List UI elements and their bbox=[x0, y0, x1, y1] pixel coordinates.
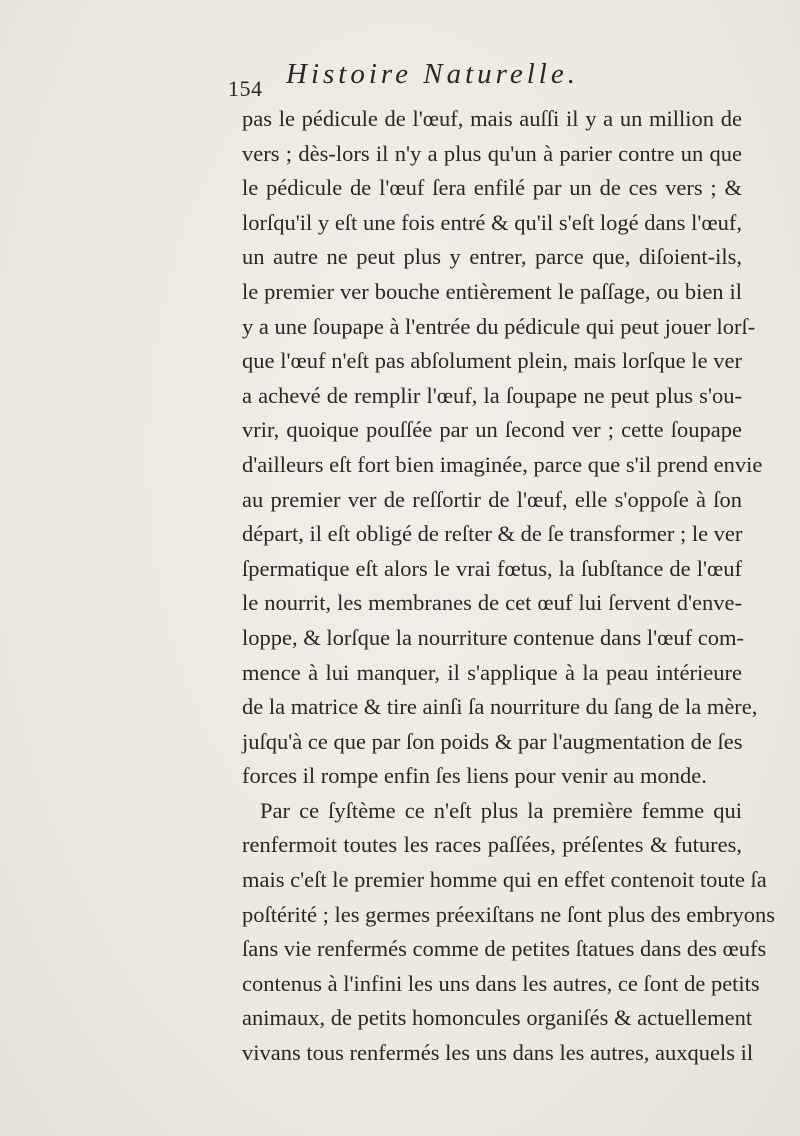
text-line: départ, il eſt obligé de reſter & de ſe transformer ; le ver bbox=[242, 521, 743, 547]
paragraph-start-line: Par ce ſyſtème ce n'eſt plus la première femme qui bbox=[260, 797, 742, 823]
page-header bbox=[228, 58, 678, 102]
page-number: 154 bbox=[228, 76, 263, 101]
text-line: ſpermatique eſt alors le vrai fœtus, la ſubſtance de l'œuf bbox=[242, 555, 742, 581]
text-line: mais c'eſt le premier homme qui en effet contenoit toute ſa bbox=[242, 867, 767, 893]
text-line: contenus à l'infini les uns dans les autres, ce ſont de petits bbox=[242, 970, 760, 996]
running-title: Histoire Naturelle. bbox=[286, 58, 579, 90]
text-line: un autre ne peut plus y entrer, parce que, diſoient-ils, bbox=[242, 244, 742, 270]
text-line: mence à lui manquer, il s'applique à la peau intérieure bbox=[242, 659, 742, 685]
text-line: loppe, & lorſque la nourriture contenue dans l'œuf com- bbox=[242, 624, 745, 650]
text-line: de la matrice & tire ainſi ſa nourriture du ſang de la mère, bbox=[242, 694, 758, 720]
text-line: a achevé de remplir l'œuf, la ſoupape ne peut plus s'ou- bbox=[242, 382, 742, 408]
text-line: pas le pédicule de l'œuf, mais auſſi il y a un million de bbox=[242, 106, 742, 131]
text-line: le nourrit, les membranes de cet œuf lui ſervent d'enve- bbox=[242, 590, 742, 616]
text-line: d'ailleurs eſt fort bien imaginée, parce que s'il prend envie bbox=[242, 451, 763, 477]
text-line: poſtérité ; les germes préexiſtans ne ſont plus des embryons bbox=[242, 901, 776, 927]
text-line: vrir, quoique pouſſée par un ſecond ver ; cette ſoupape bbox=[242, 417, 742, 443]
text-line: lorſqu'il y eſt une fois entré & qu'il s'eſt logé dans l'œuf, bbox=[242, 209, 742, 235]
text-line: vivans tous renfermés les uns dans les autres, auxquels il bbox=[242, 1040, 754, 1066]
text-line: le pédicule de l'œuf ſera enfilé par un de ces vers ; & bbox=[242, 175, 742, 201]
text-line: juſqu'à ce que par ſon poids & par l'augmentation de ſes bbox=[242, 728, 743, 754]
body-text bbox=[242, 102, 776, 1071]
text-line: ſans vie renfermés comme de petites ſtatues dans des œufs bbox=[242, 936, 767, 962]
text-line: y a une ſoupape à l'entrée du pédicule qui peut jouer lorſ- bbox=[242, 313, 756, 339]
text-line: renfermoit toutes les races paſſées, préſentes & futures, bbox=[242, 832, 742, 858]
text-line: que l'œuf n'eſt pas abſolument plein, mais lorſque le ver bbox=[242, 348, 742, 374]
paragraph-end-line: forces il rompe enfin ſes liens pour venir au monde. bbox=[242, 763, 707, 789]
text-line: le premier ver bouche entièrement le paſſage, ou bien il bbox=[242, 278, 742, 304]
text-line: animaux, de petits homoncules organiſés & actuellement bbox=[242, 1005, 753, 1031]
text-line: vers ; dès-lors il n'y a plus qu'un à parier contre un que bbox=[242, 140, 742, 166]
text-line: au premier ver de reſſortir de l'œuf, elle s'oppoſe à ſon bbox=[242, 486, 742, 512]
